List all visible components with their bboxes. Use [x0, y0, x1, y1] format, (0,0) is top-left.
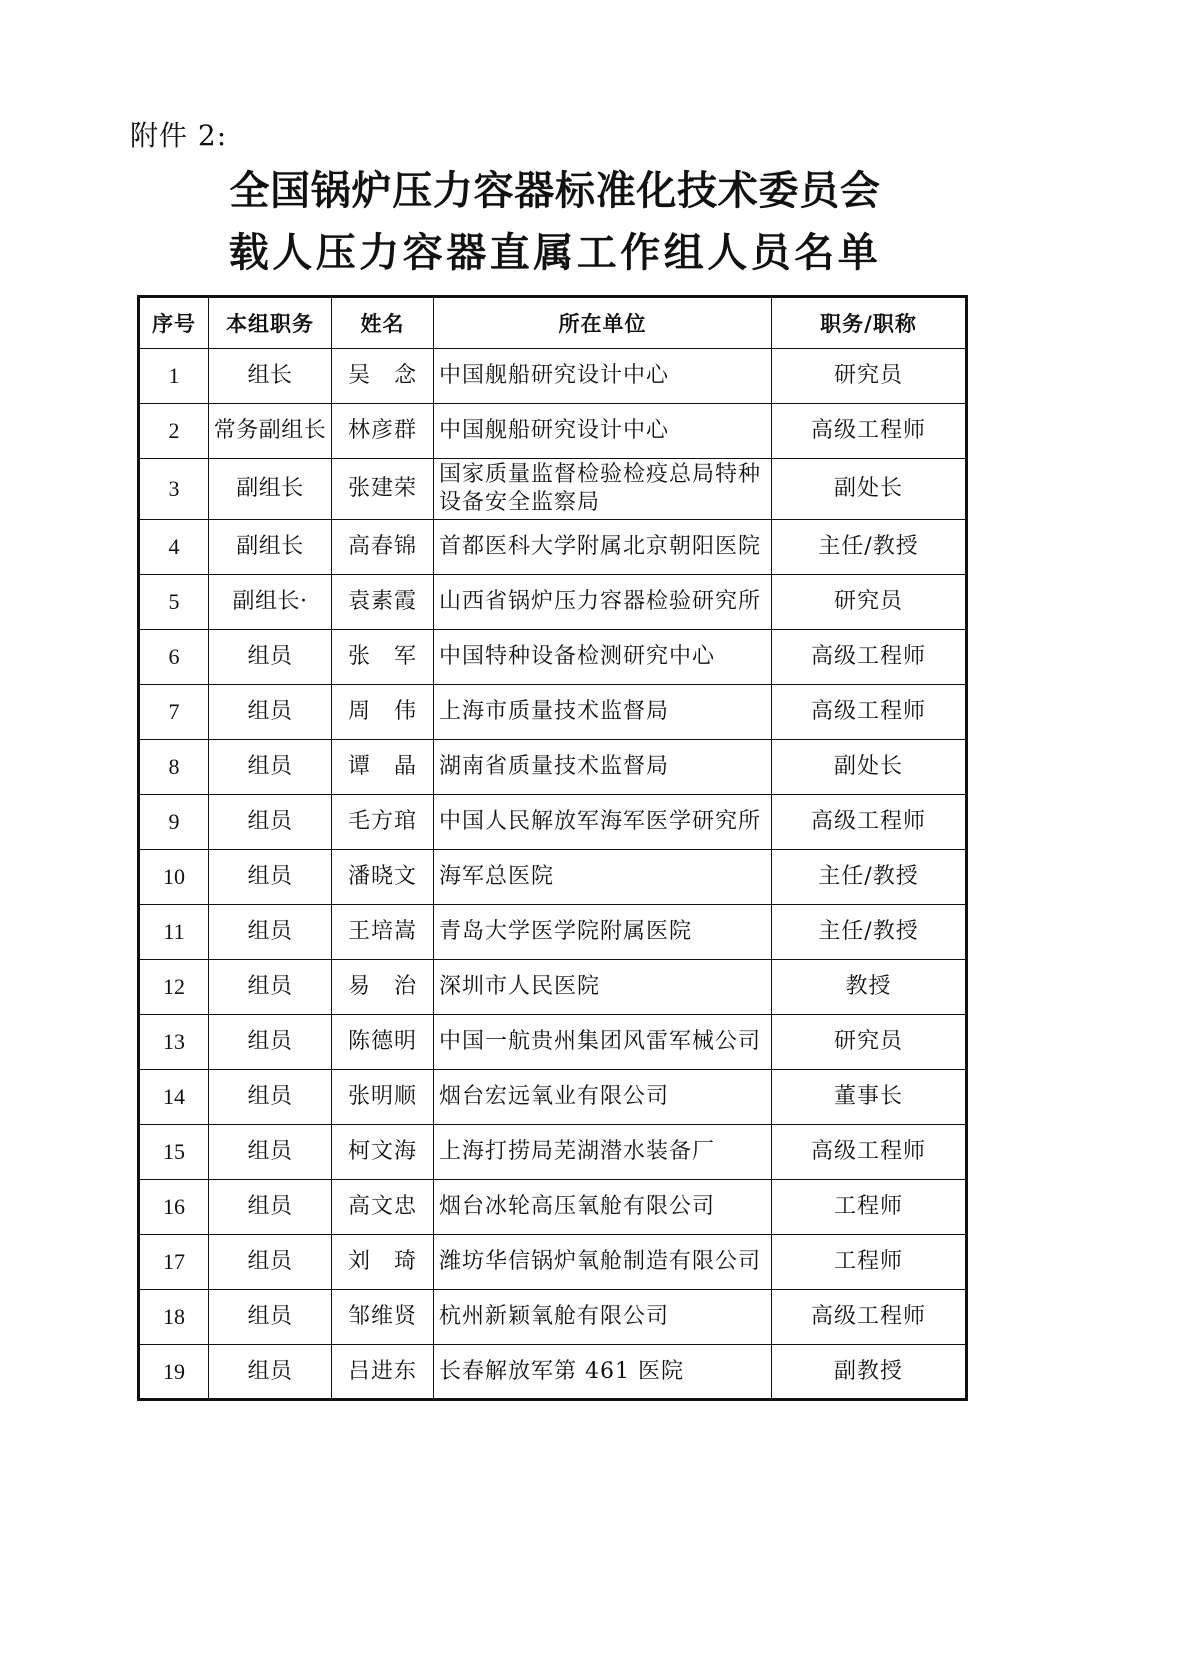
- cell-no: 5: [139, 575, 209, 630]
- cell-role: 副组长: [209, 459, 332, 520]
- cell-no: 13: [139, 1015, 209, 1070]
- cell-no: 16: [139, 1180, 209, 1235]
- cell-unit: 潍坊华信锅炉氧舱制造有限公司: [434, 1235, 772, 1290]
- cell-unit: 湖南省质量技术监督局: [434, 740, 772, 795]
- table-row: [139, 520, 967, 575]
- cell-unit: 深圳市人民医院: [434, 960, 772, 1015]
- cell-role: 组员: [209, 740, 332, 795]
- cell-role: 副组长·: [209, 575, 332, 630]
- cell-title: 副教授: [772, 1345, 967, 1400]
- cell-title: 副处长: [772, 459, 967, 520]
- cell-name: 张 军: [332, 630, 434, 685]
- table-header-row: [139, 297, 967, 349]
- cell-role: 组员: [209, 1345, 332, 1400]
- table-row: [139, 795, 967, 850]
- cell-no: 4: [139, 520, 209, 575]
- cell-role: 组长: [209, 349, 332, 404]
- cell-no: 6: [139, 630, 209, 685]
- cell-unit: 中国舰船研究设计中心: [434, 404, 772, 459]
- cell-name: 陈德明: [332, 1015, 434, 1070]
- member-table: [137, 295, 968, 1401]
- cell-role: 组员: [209, 630, 332, 685]
- cell-title: 工程师: [772, 1180, 967, 1235]
- cell-unit: 国家质量监督检验检疫总局特种设备安全监察局: [434, 459, 772, 520]
- cell-unit: 中国特种设备检测研究中心: [434, 630, 772, 685]
- table-row: [139, 459, 967, 520]
- cell-title: 高级工程师: [772, 1290, 967, 1345]
- cell-no: 18: [139, 1290, 209, 1345]
- cell-no: 15: [139, 1125, 209, 1180]
- cell-role: 副组长: [209, 520, 332, 575]
- cell-role: 组员: [209, 1290, 332, 1345]
- cell-unit: 杭州新颖氧舱有限公司: [434, 1290, 772, 1345]
- table-row: [139, 404, 967, 459]
- header-unit: 所在单位: [434, 297, 772, 349]
- cell-unit: 烟台宏远氧业有限公司: [434, 1070, 772, 1125]
- table-row: [139, 685, 967, 740]
- header-name: 姓名: [332, 297, 434, 349]
- cell-role: 组员: [209, 960, 332, 1015]
- header-role: 本组职务: [209, 297, 332, 349]
- document-title: [155, 165, 955, 279]
- table-row: [139, 1015, 967, 1070]
- cell-unit: 青岛大学医学院附属医院: [434, 905, 772, 960]
- cell-name: 高春锦: [332, 520, 434, 575]
- cell-unit: 中国人民解放军海军医学研究所: [434, 795, 772, 850]
- cell-no: 19: [139, 1345, 209, 1400]
- cell-title: 主任/教授: [772, 520, 967, 575]
- header-title: 职务/职称: [772, 297, 967, 349]
- cell-name: 毛方琯: [332, 795, 434, 850]
- cell-no: 14: [139, 1070, 209, 1125]
- cell-unit: 中国舰船研究设计中心: [434, 349, 772, 404]
- title-line-2: 载人压力容器直属工作组人员名单: [228, 230, 882, 276]
- cell-no: 11: [139, 905, 209, 960]
- table-row: [139, 630, 967, 685]
- table-row: [139, 1290, 967, 1345]
- cell-name: 林彦群: [332, 404, 434, 459]
- cell-unit: 上海打捞局芜湖潜水装备厂: [434, 1125, 772, 1180]
- cell-title: 主任/教授: [772, 905, 967, 960]
- cell-unit: 上海市质量技术监督局: [434, 685, 772, 740]
- cell-title: 工程师: [772, 1235, 967, 1290]
- cell-no: 17: [139, 1235, 209, 1290]
- cell-unit: 长春解放军第 461 医院: [434, 1345, 772, 1400]
- cell-name: 刘 琦: [332, 1235, 434, 1290]
- cell-no: 3: [139, 459, 209, 520]
- cell-name: 吕进东: [332, 1345, 434, 1400]
- cell-name: 潘晓文: [332, 850, 434, 905]
- cell-role: 组员: [209, 1070, 332, 1125]
- cell-unit: 山西省锅炉压力容器检验研究所: [434, 575, 772, 630]
- table-row: [139, 740, 967, 795]
- table-row: [139, 349, 967, 404]
- cell-unit: 烟台冰轮高压氧舱有限公司: [434, 1180, 772, 1235]
- cell-role: 常务副组长: [209, 404, 332, 459]
- cell-title: 高级工程师: [772, 685, 967, 740]
- cell-title: 研究员: [772, 349, 967, 404]
- cell-unit: 中国一航贵州集团风雷军械公司: [434, 1015, 772, 1070]
- cell-name: 张明顺: [332, 1070, 434, 1125]
- table-row: [139, 905, 967, 960]
- cell-no: 10: [139, 850, 209, 905]
- table-row: [139, 1125, 967, 1180]
- cell-name: 高文忠: [332, 1180, 434, 1235]
- attachment-label: 附件 2:: [130, 119, 228, 152]
- cell-no: 8: [139, 740, 209, 795]
- cell-name: 邹维贤: [332, 1290, 434, 1345]
- cell-title: 研究员: [772, 575, 967, 630]
- table-row: [139, 1070, 967, 1125]
- table-row: [139, 1180, 967, 1235]
- cell-role: 组员: [209, 1015, 332, 1070]
- cell-no: 12: [139, 960, 209, 1015]
- table-body: [139, 349, 967, 1400]
- cell-title: 高级工程师: [772, 1125, 967, 1180]
- cell-title: 研究员: [772, 1015, 967, 1070]
- cell-title: 高级工程师: [772, 630, 967, 685]
- cell-name: 吴 念: [332, 349, 434, 404]
- cell-no: 2: [139, 404, 209, 459]
- cell-name: 柯文海: [332, 1125, 434, 1180]
- cell-no: 1: [139, 349, 209, 404]
- cell-no: 7: [139, 685, 209, 740]
- cell-name: 张建荣: [332, 459, 434, 520]
- cell-name: 周 伟: [332, 685, 434, 740]
- table-row: [139, 1345, 967, 1400]
- cell-title: 高级工程师: [772, 795, 967, 850]
- cell-role: 组员: [209, 685, 332, 740]
- cell-title: 高级工程师: [772, 404, 967, 459]
- title-line-1: 全国锅炉压力容器标准化技术委员会: [229, 168, 881, 214]
- cell-name: 王培嵩: [332, 905, 434, 960]
- cell-role: 组员: [209, 1235, 332, 1290]
- cell-role: 组员: [209, 850, 332, 905]
- cell-no: 9: [139, 795, 209, 850]
- cell-role: 组员: [209, 1180, 332, 1235]
- cell-name: 袁素霞: [332, 575, 434, 630]
- table-row: [139, 575, 967, 630]
- table-row: [139, 1235, 967, 1290]
- cell-title: 教授: [772, 960, 967, 1015]
- cell-title: 副处长: [772, 740, 967, 795]
- table-row: [139, 850, 967, 905]
- cell-title: 主任/教授: [772, 850, 967, 905]
- cell-role: 组员: [209, 905, 332, 960]
- cell-role: 组员: [209, 795, 332, 850]
- cell-unit: 首都医科大学附属北京朝阳医院: [434, 520, 772, 575]
- cell-title: 董事长: [772, 1070, 967, 1125]
- table-row: [139, 960, 967, 1015]
- cell-role: 组员: [209, 1125, 332, 1180]
- cell-name: 易 治: [332, 960, 434, 1015]
- cell-name: 谭 晶: [332, 740, 434, 795]
- header-no: 序号: [139, 297, 209, 349]
- cell-unit: 海军总医院: [434, 850, 772, 905]
